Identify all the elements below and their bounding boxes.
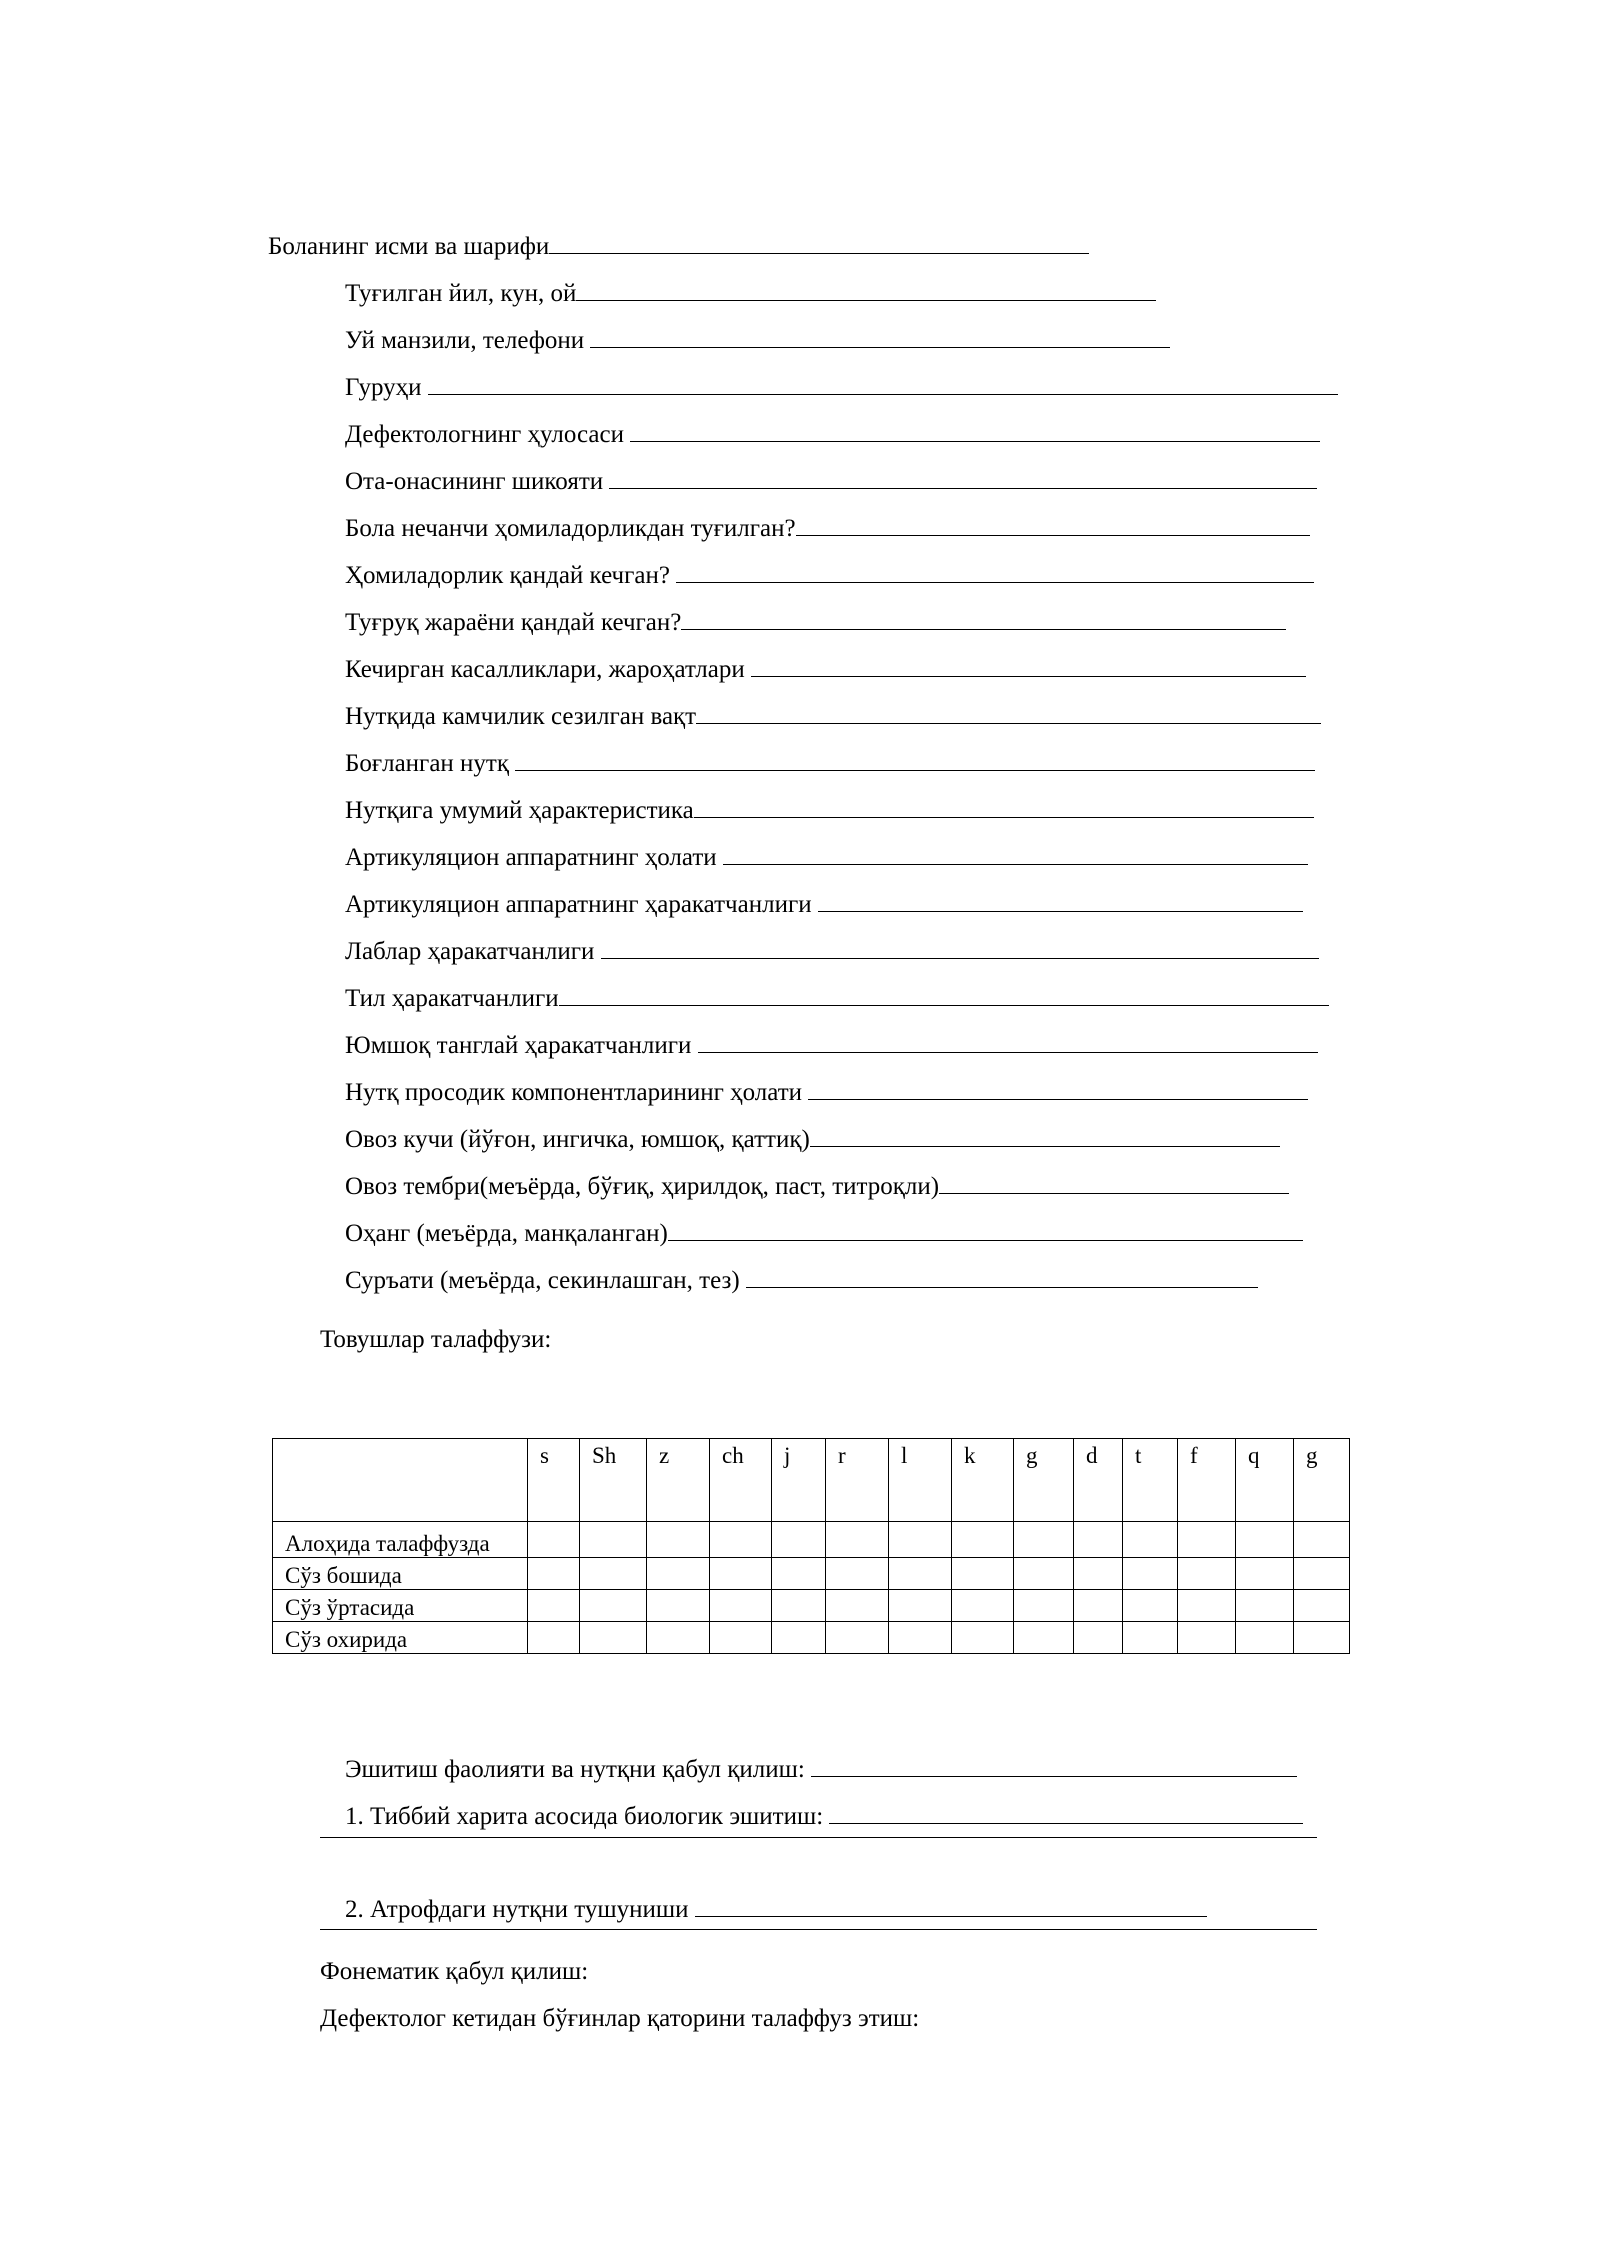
table-cell[interactable] — [772, 1590, 826, 1622]
field-label: Ҳомиладорлик қандай кечган? — [345, 562, 677, 589]
column-header: g — [1014, 1439, 1074, 1522]
table-cell[interactable] — [952, 1522, 1014, 1558]
table-cell[interactable] — [1236, 1558, 1294, 1590]
table-cell[interactable] — [889, 1558, 952, 1590]
field-label: Лаблар ҳаракатчанлиги — [345, 938, 601, 965]
table-cell[interactable] — [952, 1590, 1014, 1622]
column-header: j — [772, 1439, 826, 1522]
hearing-item-2-blank[interactable] — [695, 1914, 1207, 1917]
table-cell[interactable] — [580, 1558, 647, 1590]
table-cell[interactable] — [952, 1622, 1014, 1654]
field-label: Овоз кучи (йўғон, ингичка, юмшоқ, қаттиқ) — [345, 1126, 810, 1153]
table-header-row — [273, 1439, 1350, 1522]
hearing-item-2-extra-line[interactable] — [320, 1929, 1317, 1930]
column-header: d — [1074, 1439, 1123, 1522]
table-cell[interactable] — [1236, 1622, 1294, 1654]
field-label: Уй манзили, телефони — [345, 327, 591, 354]
field-label: Нутқ просодик компонентларининг ҳолати — [345, 1079, 809, 1106]
column-header: Sh — [580, 1439, 647, 1522]
table-cell[interactable] — [647, 1622, 710, 1654]
table-cell[interactable] — [528, 1590, 580, 1622]
row-label: Сўз охирида — [273, 1622, 528, 1654]
column-header: z — [647, 1439, 710, 1522]
table-cell[interactable] — [1123, 1622, 1178, 1654]
hearing-item-1-extra-line[interactable] — [320, 1837, 1317, 1838]
table-cell[interactable] — [528, 1622, 580, 1654]
table-cell[interactable] — [1294, 1590, 1350, 1622]
row-label: Сўз ўртасида — [273, 1590, 528, 1622]
field-label: Ота-онасининг шикояти — [345, 468, 610, 495]
table-cell[interactable] — [1294, 1522, 1350, 1558]
table-cell[interactable] — [889, 1590, 952, 1622]
table-cell[interactable] — [1178, 1622, 1236, 1654]
hearing-title: Эшитиш фаолияти ва нутқни қабул қилиш: — [345, 1756, 812, 1783]
column-header: f — [1178, 1439, 1236, 1522]
field-line — [320, 1236, 1258, 1326]
table-cell[interactable] — [710, 1558, 772, 1590]
table-row — [273, 1590, 1350, 1622]
table-cell[interactable] — [952, 1558, 1014, 1590]
table-cell[interactable] — [1074, 1522, 1123, 1558]
table-cell[interactable] — [1074, 1622, 1123, 1654]
table-cell[interactable] — [1014, 1558, 1074, 1590]
table-cell[interactable] — [772, 1558, 826, 1590]
field-label: Тил ҳаракатчанлиги — [345, 985, 559, 1012]
column-header: s — [528, 1439, 580, 1522]
child-name-label: Боланинг исми ва шарифи — [268, 233, 550, 260]
table-cell[interactable] — [647, 1522, 710, 1558]
hearing-item-2-line — [320, 1865, 1207, 1955]
row-label: Алоҳида талаффузда — [273, 1522, 528, 1558]
table-cell[interactable] — [1294, 1622, 1350, 1654]
table-cell[interactable] — [889, 1522, 952, 1558]
field-label: Оҳанг (меъёрда, манқаланган) — [345, 1220, 668, 1247]
column-header: k — [952, 1439, 1014, 1522]
field-label: Юмшоқ танглай ҳаракатчанлиги — [345, 1032, 698, 1059]
table-cell[interactable] — [826, 1590, 889, 1622]
table-cell[interactable] — [1014, 1522, 1074, 1558]
field-label: Кечирган касалликлари, жароҳатлари — [345, 656, 751, 683]
field-label: Бола нечанчи ҳомиладорликдан туғилган? — [345, 515, 796, 542]
table-cell[interactable] — [1236, 1590, 1294, 1622]
table-cell[interactable] — [1178, 1590, 1236, 1622]
table-cell[interactable] — [710, 1622, 772, 1654]
table-row — [273, 1622, 1350, 1654]
table-cell[interactable] — [1123, 1522, 1178, 1558]
table-cell[interactable] — [580, 1522, 647, 1558]
table-cell[interactable] — [826, 1522, 889, 1558]
table-cell[interactable] — [1074, 1558, 1123, 1590]
field-label: Дефектологнинг ҳулосаси — [345, 421, 631, 448]
table-cell[interactable] — [826, 1558, 889, 1590]
field-label: Туғруқ жараёни қандай кечган? — [345, 609, 682, 636]
hearing-item-1-line — [320, 1772, 1303, 1862]
table-cell[interactable] — [772, 1622, 826, 1654]
sounds-table-body — [273, 1522, 1350, 1654]
column-header: q — [1236, 1439, 1294, 1522]
field-label: Гуруҳи — [345, 374, 428, 401]
corner-cell — [273, 1439, 528, 1522]
table-cell[interactable] — [580, 1622, 647, 1654]
table-cell[interactable] — [647, 1558, 710, 1590]
repeat-syllables-title: Дефектолог кетидан бўғинлар қаторини талаффуз этиш: — [320, 2005, 920, 2032]
column-header: r — [826, 1439, 889, 1522]
table-row — [273, 1522, 1350, 1558]
table-cell[interactable] — [1123, 1558, 1178, 1590]
table-cell[interactable] — [710, 1590, 772, 1622]
table-cell[interactable] — [528, 1558, 580, 1590]
table-cell[interactable] — [710, 1522, 772, 1558]
field-label: Овоз тембри(меъёрда, бўғиқ, ҳирилдоқ, паст, титроқли) — [345, 1173, 940, 1200]
field-label: Боғланган нутқ — [345, 750, 516, 777]
table-cell[interactable] — [647, 1590, 710, 1622]
sounds-table — [272, 1438, 1350, 1654]
field-label: Артикуляцион аппаратнинг ҳолати — [345, 844, 723, 871]
sounds-title: Товушлар талаффузи: — [320, 1326, 552, 1353]
field-label: Нутқига умумий ҳарактеристика — [345, 797, 694, 824]
field-label: Суръати (меъёрда, секинлашган, тез) — [345, 1267, 746, 1294]
field-label: Артикуляцион аппаратнинг ҳаракатчанлиги — [345, 891, 818, 918]
hearing-item-2: 2. Атрофдаги нутқни тушуниши — [345, 1896, 695, 1923]
column-header: t — [1123, 1439, 1178, 1522]
table-cell[interactable] — [772, 1522, 826, 1558]
table-cell[interactable] — [1014, 1622, 1074, 1654]
table-cell[interactable] — [1123, 1590, 1178, 1622]
field-label: Туғилган йил, кун, ой — [345, 280, 577, 307]
field-label: Нутқида камчилик сезилган вақт — [345, 703, 697, 730]
table-cell[interactable] — [1236, 1522, 1294, 1558]
table-cell[interactable] — [826, 1622, 889, 1654]
table-cell[interactable] — [1074, 1590, 1123, 1622]
table-cell[interactable] — [1178, 1522, 1236, 1558]
column-header: ch — [710, 1439, 772, 1522]
hearing-item-1-blank[interactable] — [829, 1821, 1303, 1824]
table-row — [273, 1558, 1350, 1590]
table-cell[interactable] — [1294, 1558, 1350, 1590]
table-cell[interactable] — [889, 1622, 952, 1654]
table-cell[interactable] — [580, 1590, 647, 1622]
hearing-item-1: 1. Тиббий харита асосида биологик эшитиш: — [345, 1803, 830, 1830]
phonemic-title: Фонематик қабул қилиш: — [320, 1958, 589, 1985]
table-cell[interactable] — [1178, 1558, 1236, 1590]
column-header: g — [1294, 1439, 1350, 1522]
row-label: Сўз бошида — [273, 1558, 528, 1590]
field-blank[interactable] — [746, 1285, 1258, 1288]
column-header: l — [889, 1439, 952, 1522]
table-cell[interactable] — [528, 1522, 580, 1558]
table-cell[interactable] — [1014, 1590, 1074, 1622]
